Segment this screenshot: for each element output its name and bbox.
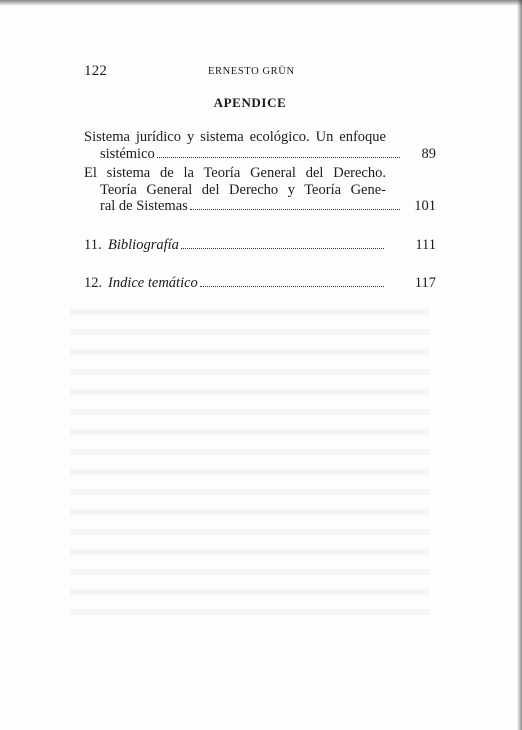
scan-edge-right: [517, 0, 522, 730]
toc-entry-sistema-juridico[interactable]: [84, 129, 436, 162]
toc-entry-number: 11.: [84, 236, 102, 253]
running-head: [84, 63, 384, 83]
toc-entry-last-line: [84, 198, 402, 215]
toc-entry-title: Bibliografía: [108, 236, 179, 253]
toc-entry-title-line: sistémico: [100, 145, 155, 162]
toc-entry-page: 117: [414, 275, 436, 291]
scan-edge-top: [0, 0, 522, 6]
table-of-contents: [84, 129, 436, 292]
toc-entry-bibliografia[interactable]: [84, 237, 436, 254]
toc-entry-page: 101: [414, 198, 436, 214]
running-head-author: ERNESTO GRÜN: [208, 66, 295, 77]
toc-entry-title-line: Sistema jurídico y sistema ecológico. Un enfoque: [84, 129, 386, 145]
toc-entry-page: 89: [421, 145, 436, 162]
toc-entry-teoria-general[interactable]: [84, 165, 436, 215]
page-number: 122: [84, 63, 108, 79]
toc-entry-line: [84, 237, 386, 254]
show-through-text: [70, 295, 430, 625]
dot-leader: [181, 247, 384, 249]
toc-entry-number: 12.: [84, 275, 103, 291]
section-heading: APENDICE: [213, 95, 287, 110]
toc-entry-page: 111: [415, 236, 436, 253]
toc-entry-last-line: [84, 146, 402, 163]
toc-entry-indice-tematico[interactable]: [84, 275, 436, 292]
toc-entry-line: [84, 275, 386, 292]
dot-leader: [200, 285, 384, 287]
dot-leader: [190, 208, 400, 210]
toc-entry-title: Indice temático: [108, 275, 198, 291]
dot-leader: [157, 156, 400, 158]
toc-entry-title-line: Teoría General del Derecho y Teoría Gene-: [100, 181, 386, 198]
toc-entry-title-line: El sistema de la Teoría General del Derecho.: [84, 165, 386, 181]
toc-entry-title-line: ral de Sistemas: [100, 198, 188, 214]
